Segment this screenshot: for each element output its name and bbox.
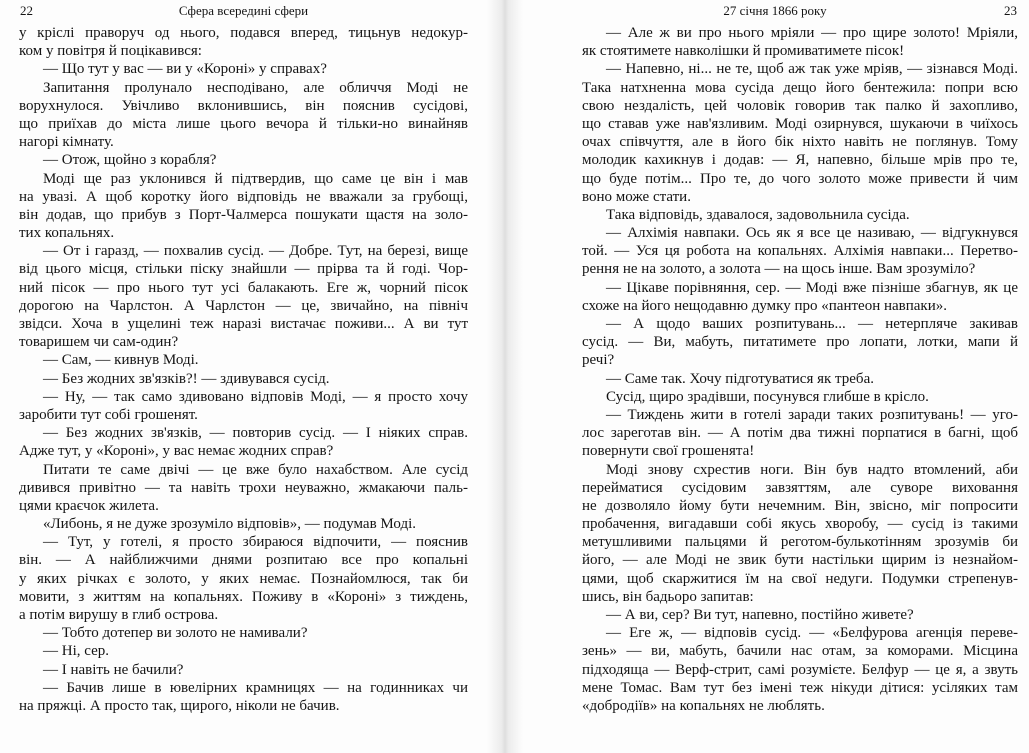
text-line: речі? (582, 352, 615, 369)
text-line: він додав, що прибув з Порт-Чалмерса пошукати щастя на золо- (19, 206, 468, 223)
text-line: — От і гаразд, — похвалив сусід. — Добре. Тут, на березі, вище (43, 243, 468, 260)
text-line: його, — але Моді не звик бути настільки щирим із незнайом- (582, 552, 1018, 569)
text-line: — Тиждень жити в готелі заради таких розпитувань! — уго- (606, 406, 1018, 423)
text-line: мене Томас. Вам тут без імені теж нікуди дітися: усіляких там (582, 679, 1018, 696)
text-line: у кріслі праворуч од нього, подався вперед, тицьнув недокур- (19, 25, 468, 41)
text-line: — І навіть не бачили? (43, 661, 184, 678)
text-line: повернути свої грошенята! (582, 443, 755, 460)
text-line: пробачення, вигадавши собі якусь хворобу, — сусід із такими (582, 516, 1018, 533)
text-line: сусід. — Ви, мабуть, питатимете про лопати, лотки, мапи й (582, 334, 1018, 351)
left-page (0, 0, 487, 753)
text-line: — Без жодних зв'язків?! — здивувався сусід. (43, 370, 330, 387)
text-line: — Що тут у вас — ви у «Короні» у справах? (43, 61, 327, 78)
text-line: — А щодо ваших розпитувань... — нетерпляче закивав (606, 316, 1018, 332)
left-running-title: Сфера всередині сфери (178, 3, 309, 18)
text-line: — Тут, у готелі, я просто збираюся відпочити, — пояснив (43, 534, 468, 551)
text-line: очах співчуття, але в його бік ніхто навіть не поглянув. Тому (582, 134, 1018, 151)
text-line: Сусід, щиро зрадівши, посунувся глибше в крісло. (606, 388, 929, 405)
text-line: заробити тут собі грошенят. (19, 406, 198, 423)
text-line: що ставав уже нав'язливим. Моді озирнувся, шукаючи в чиїхось (582, 115, 1018, 132)
left-page-number: 22 (20, 3, 33, 18)
text-line: звідси. Хоча в ущелині теж наразі вистачає поживи... А ви тут (19, 316, 468, 332)
text-line: — Алхімія навпаки. Ось як я все це називаю, — відгукнувся (606, 225, 1018, 242)
text-line: ком у повітря й поцікавився: (19, 43, 202, 60)
text-line: — Але ж ви про нього мріяли — про щире золото! Мріяли, (606, 25, 1018, 41)
right-running-title: 27 січня 1866 року (723, 3, 827, 18)
left-page-text (19, 24, 468, 715)
text-line: від цього місця, стільки піску знайшли — прірва та й годі. Чор- (19, 261, 468, 278)
text-line: — Бачив лише в ювелірних крамницях — на годинниках чи (43, 679, 468, 696)
text-line: перейматися сусідовим завзяттям, але суворе виховання (582, 479, 1018, 496)
text-line: молодик кахикнув і додав: — Я, напевно, більше мрів про те, (582, 152, 1018, 169)
text-line: ний пісок — про нього тут усі балакають. Еге ж, чорний пісок (19, 279, 468, 296)
text-line: — Напевно, ні... не те, щоб аж так уже мріяв, — зізнався Моді. (606, 61, 1018, 78)
text-line: — Без жодних зв'язків, — повторив сусід. — І ніяких справ. (43, 425, 468, 442)
text-line: «добродіїв» на копальнях не люблять. (582, 697, 825, 714)
text-line: нагорі кімнату. (19, 134, 114, 151)
book-gutter (487, 0, 523, 753)
text-line: свою нездалість, цей чоловік говорив так палко й захопливо, (582, 97, 1018, 114)
text-line: що приїхав до міста лише цього вечора й тільки-но винайняв (19, 115, 468, 132)
text-line: цями, щоб скаржитися їм на свої недуги. Подумки стрепенув- (582, 570, 1018, 587)
text-line: цями краєчок жилета. (19, 497, 159, 514)
text-line: дивився привітно — та навіть трохи неуважно, жмакаючи паль- (19, 479, 468, 496)
text-line: дорогою на Чарлстон. А Чарлстон — це, звичайно, на північ (19, 297, 468, 314)
right-page-number: 23 (1004, 3, 1017, 18)
text-line: не дозволяло йому бути нечемним. Він, звісно, міг попросити (582, 497, 1018, 514)
text-line: як стоятимете навколішки й промиватимете пісок! (582, 43, 905, 60)
right-page (521, 0, 1029, 753)
text-line: тих копальнях. (19, 225, 115, 242)
text-line: товаришем чи сам-один? (19, 334, 179, 351)
text-line: схоже на його нещодавню думку про «пантеон навпаки». (582, 297, 947, 314)
text-line: Питати те саме двічі — це вже було нахабством. Але сусід (43, 461, 468, 478)
text-line: — Ні, сер. (43, 643, 109, 660)
text-line: Запитання пролунало несподівано, але обличчя Моді не (43, 79, 468, 96)
text-line: «Либонь, я не дуже зрозуміло відповів», — подумав Моді. (43, 516, 417, 533)
text-line: зень» — ви, мабуть, бачили нас отам, за коморами. Місцина (582, 643, 1018, 660)
text-line: — Ну, — так само здивовано відповів Моді, — я просто хочу (43, 388, 468, 405)
text-line: він. — А найближчими днями розпитаю все про копальні (19, 552, 468, 569)
text-line: Адже тут, у «Короні», у вас немає жодних справ? (19, 443, 334, 460)
text-line: лос зареготав він. — А потім два тижні порпатися в багні, щоб (582, 425, 1018, 442)
text-line: Моді ще раз уклонився й підтвердив, що саме це він і мав (43, 170, 468, 187)
text-line: — А ви, сер? Ви тут, напевно, постійно живете? (606, 607, 914, 623)
text-line: що буде потім... Про те, до чого золото може привести й чим (582, 170, 1018, 187)
text-line: Така натхненна мова сусіда дещо його бентежила: попри всю (582, 79, 1018, 96)
text-line: — Отож, щойно з корабля? (43, 152, 217, 169)
text-line: у яких річках є золото, у яких немає. Познайомлюся, так би (19, 570, 468, 587)
text-line: — Саме так. Хочу підготуватися як треба. (606, 370, 874, 387)
text-line: рення не на золото, а золота — на щось інше. Вам зрозуміло? (582, 261, 976, 278)
text-line: метушливими пальцями й реготом-булькотінням зрозумів би (582, 534, 1018, 551)
text-line: — Еге ж, — відповів сусід. — «Белфурова агенція переве- (606, 625, 1018, 642)
text-line: — Сам, — кивнув Моді. (43, 352, 199, 369)
text-line: — Цікаве порівняння, сер. — Моді вже пізніше збагнув, як це (606, 279, 1018, 296)
text-line: Моді знову схрестив ноги. Він був надто втомлений, аби (606, 461, 1018, 478)
text-line: на увазі. А щоб коротку його відповідь не вважали за грубощі, (19, 188, 468, 205)
text-line: шись, він бадьоро запитав: (582, 588, 754, 605)
text-line: — Тобто дотепер ви золото не намивали? (43, 625, 308, 642)
text-line: Така відповідь, здавалося, задовольнила сусіда. (606, 206, 910, 223)
text-line: воно може стати. (582, 188, 691, 205)
text-line: підходяща — Верф-стрит, самі розумієте. Белфур — це я, а звуть (582, 661, 1018, 678)
text-line: на пряжці. А просто так, щирого, ніколи не бачив. (19, 697, 340, 714)
text-line: а потім вирушу в глиб острова. (19, 607, 219, 623)
text-line: ворухнулося. Увічливо вклонившись, він пояснив сусідові, (19, 97, 468, 114)
text-line: той. — Уся ця робота на копальнях. Алхімія навпаки... Перетво- (582, 243, 1018, 260)
text-line: мовити, з життям на копальнях. Поживу в «Короні» з тиждень, (19, 588, 468, 605)
right-page-text (582, 24, 1018, 715)
